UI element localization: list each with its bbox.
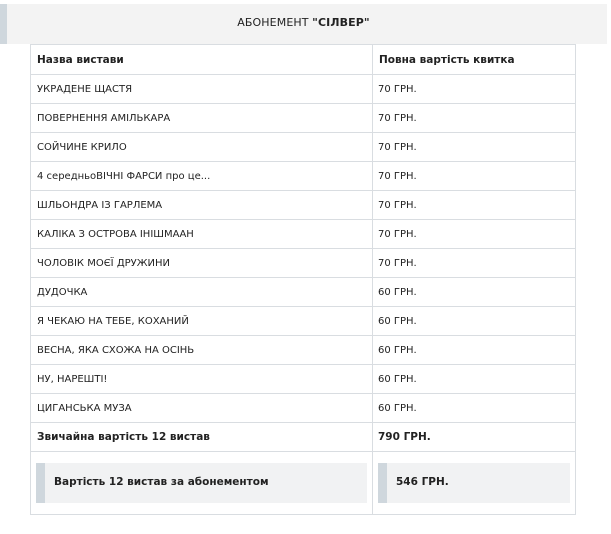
table-row xyxy=(31,278,576,307)
table-row xyxy=(31,336,576,365)
table-header-row xyxy=(31,45,576,75)
total-row xyxy=(31,423,576,452)
table-row xyxy=(31,249,576,278)
play-title: ДУДОЧКА xyxy=(31,278,373,307)
table-row xyxy=(31,191,576,220)
play-price: 70 ГРН. xyxy=(373,191,576,220)
subscription-value-box xyxy=(378,463,570,503)
table-row xyxy=(31,104,576,133)
subscription-value-accent-bar xyxy=(378,463,387,503)
play-title: НУ, НАРЕШТІ! xyxy=(31,365,373,394)
play-title: ШЛЬОНДРА ІЗ ГАРЛЕМА xyxy=(31,191,373,220)
table-row xyxy=(31,75,576,104)
play-title: ЧОЛОВІК МОЄЇ ДРУЖИНИ xyxy=(31,249,373,278)
page-title xyxy=(0,16,607,29)
play-price: 70 ГРН. xyxy=(373,75,576,104)
title-prefix: АБОНЕМЕНТ xyxy=(237,16,313,29)
subscription-row xyxy=(31,452,576,515)
play-title: Я ЧЕКАЮ НА ТЕБЕ, КОХАНИЙ xyxy=(31,307,373,336)
subscription-value: 546 ГРН. xyxy=(396,476,449,488)
play-price: 70 ГРН. xyxy=(373,104,576,133)
subscription-label-cell xyxy=(31,452,373,515)
column-header-title: Назва вистави xyxy=(31,45,373,75)
play-title: КАЛІКА З ОСТРОВА ІНІШМААН xyxy=(31,220,373,249)
table-row xyxy=(31,365,576,394)
subscription-label: Вартість 12 вистав за абонементом xyxy=(54,476,269,488)
play-price: 60 ГРН. xyxy=(373,394,576,423)
subscription-value-cell xyxy=(373,452,576,515)
header-bar xyxy=(0,4,607,44)
play-price: 60 ГРН. xyxy=(373,365,576,394)
column-header-price: Повна вартість квитка xyxy=(373,45,576,75)
subscription-label-box xyxy=(36,463,367,503)
play-price: 70 ГРН. xyxy=(373,249,576,278)
play-price: 60 ГРН. xyxy=(373,336,576,365)
table-row xyxy=(31,220,576,249)
subscription-name: "СІЛВЕР" xyxy=(312,16,370,29)
total-label: Звичайна вартість 12 вистав xyxy=(31,423,373,452)
total-value: 790 ГРН. xyxy=(373,423,576,452)
play-title: ВЕСНА, ЯКА СХОЖА НА ОСІНЬ xyxy=(31,336,373,365)
play-title: СОЙЧИНЕ КРИЛО xyxy=(31,133,373,162)
play-title: ЦИГАНСЬКА МУЗА xyxy=(31,394,373,423)
table-row xyxy=(31,162,576,191)
table-row xyxy=(31,394,576,423)
play-price: 70 ГРН. xyxy=(373,133,576,162)
subscription-accent-bar xyxy=(36,463,45,503)
play-price: 70 ГРН. xyxy=(373,162,576,191)
plays-table xyxy=(30,44,576,515)
play-title: УКРАДЕНЕ ЩАСТЯ xyxy=(31,75,373,104)
table-row xyxy=(31,133,576,162)
play-price: 60 ГРН. xyxy=(373,278,576,307)
play-price: 60 ГРН. xyxy=(373,307,576,336)
play-title: ПОВЕРНЕННЯ АМІЛЬКАРА xyxy=(31,104,373,133)
play-title: 4 середньоВІЧНІ ФАРСИ про це... xyxy=(31,162,373,191)
play-price: 70 ГРН. xyxy=(373,220,576,249)
table-row xyxy=(31,307,576,336)
